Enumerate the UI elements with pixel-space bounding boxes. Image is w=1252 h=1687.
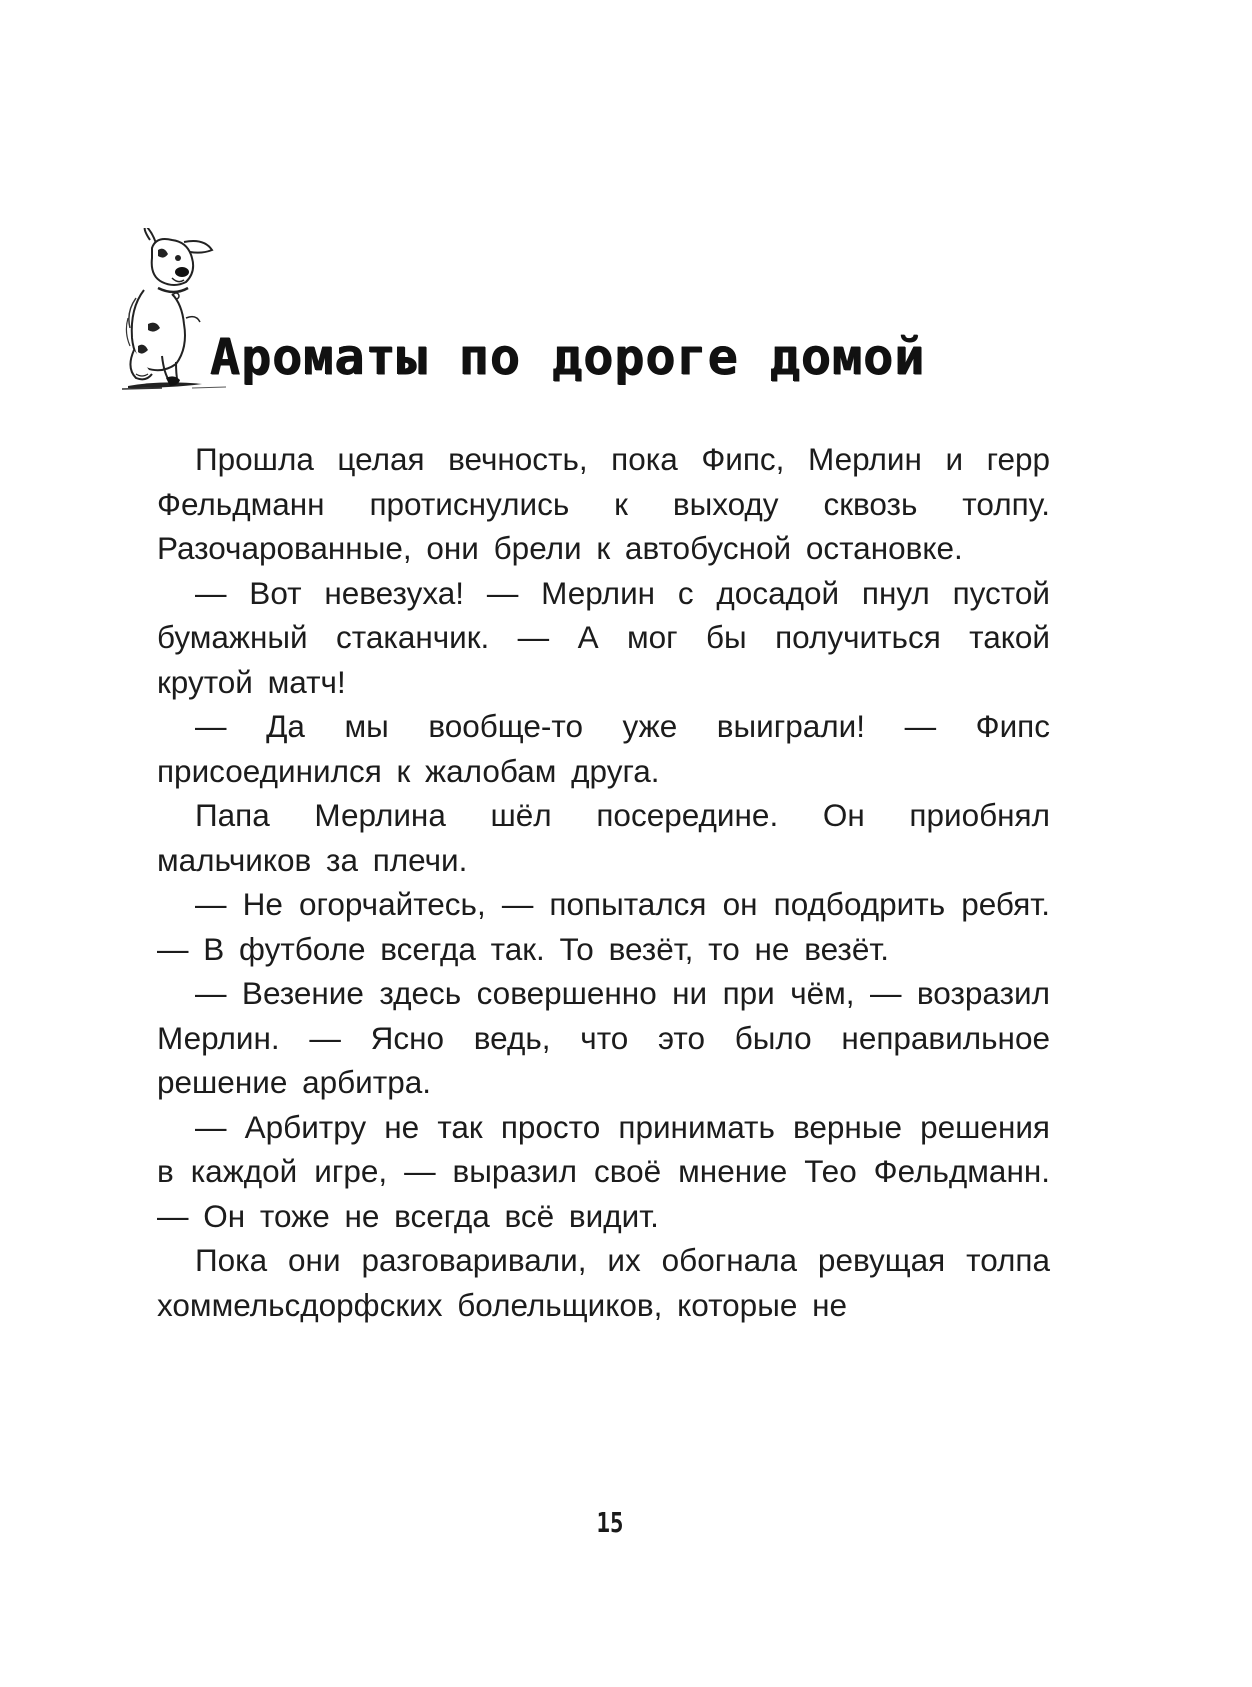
page-number: 15 xyxy=(596,1506,624,1539)
paragraph: Папа Мерлина шёл посередине. Он приобнял мальчиков за плечи. xyxy=(157,797,1050,878)
paragraph: — Везение здесь совершенно ни при чём, — возразил Мерлин. — Ясно ведь, что это было неправильное решение арбитра. xyxy=(157,975,1050,1100)
paragraph: — Не огорчайтесь, — попытался он подбодрить ребят. — В футболе всегда так. То везёт, то не везёт. xyxy=(157,886,1050,967)
paragraph: — Да мы вообще-то уже выиграли! — Фипс присоединился к жалобам друга. xyxy=(157,708,1050,789)
paragraph: Пока они разговаривали, их обогнала ревущая толпа хоммельсдорфских болельщиков, которые не xyxy=(157,1242,1050,1323)
paragraph: — Арбитру не так просто принимать верные решения в каждой игре, — выразил своё мнение Тео Фельдманн. — Он тоже не всегда всё видит. xyxy=(157,1108,1050,1234)
chapter-title: Ароматы по дороге домой xyxy=(210,328,926,386)
paragraph: Прошла целая вечность, пока Фипс, Мерлин и герр Фельдманн протиснулись к выходу сквозь толпу. Разочарованные, они брели к автобусной остановке. xyxy=(157,441,1050,566)
paragraph: — Вот невезуха! — Мерлин с досадой пнул пустой бумажный стаканчик. — А мог бы получиться такой крутой матч! xyxy=(157,574,1050,700)
body-text xyxy=(157,437,1050,1327)
chapter-heading xyxy=(122,228,1022,408)
